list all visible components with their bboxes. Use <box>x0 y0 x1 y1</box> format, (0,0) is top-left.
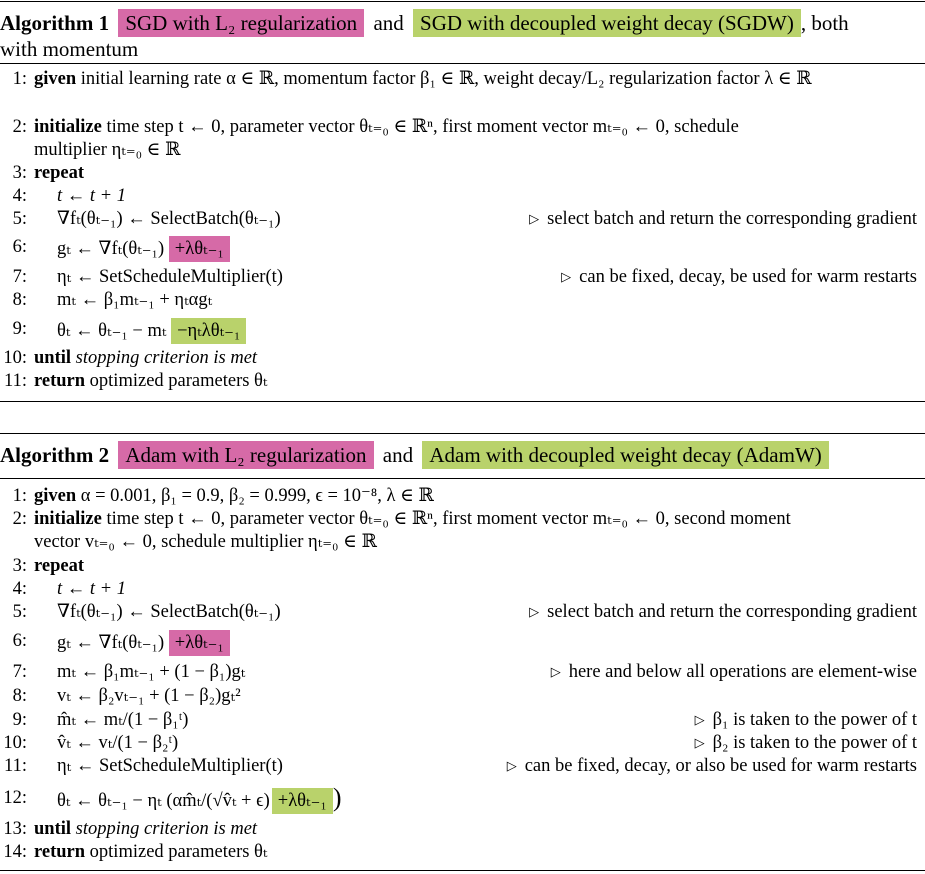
triangle-right-icon: ▷ <box>694 712 705 727</box>
line-text: ∇fₜ(θₜ₋₁) ← SelectBatch(θₜ₋₁) <box>57 209 281 229</box>
line-text: mₜ ← β₁mₜ₋₁ + ηₜαgₜ <box>57 290 213 310</box>
keyword: initialize <box>34 117 102 137</box>
line-text: m̂ₜ ← mₜ/(1 − β₁ᵗ) <box>57 710 189 730</box>
keyword: initialize <box>34 509 102 529</box>
line-text: gₜ ← ∇fₜ(θₜ₋₁) <box>57 239 165 259</box>
line-number: 14: <box>3 842 27 862</box>
algo2-top-rule <box>0 433 925 434</box>
line-text: t ← t + 1 <box>57 579 127 599</box>
triangle-right-icon: ▷ <box>529 211 540 226</box>
algo1-bottom-rule <box>0 401 925 402</box>
line-text: θₜ ← θₜ₋₁ − mₜ <box>57 321 167 341</box>
line-comment: ▷ select batch and return the corresponding gradient <box>529 209 917 229</box>
line-number: 9: <box>12 710 27 730</box>
keyword: repeat <box>34 556 84 576</box>
line-text: stopping criterion is met <box>75 348 258 368</box>
line-text: optimized parameters θₜ <box>89 371 268 391</box>
weight-decay-highlight: −ηₜλθₜ₋₁ <box>171 318 246 344</box>
line-number: 11: <box>4 756 27 776</box>
line-number: 5: <box>12 602 27 622</box>
line-comment: ▷ here and below all operations are element-wise <box>550 662 917 682</box>
line-text: ∇fₜ(θₜ₋₁) ← SelectBatch(θₜ₋₁) <box>57 602 281 622</box>
line-text: multiplier ηₜ₌₀ ∈ ℝ <box>34 140 181 160</box>
keyword: until <box>34 819 72 839</box>
triangle-right-icon: ▷ <box>561 269 572 284</box>
triangle-right-icon: ▷ <box>506 758 517 773</box>
line-number: 2: <box>12 509 27 529</box>
line-text: ηₜ ← SetScheduleMultiplier(t) <box>57 267 283 287</box>
algo2-caption <box>0 441 829 469</box>
triangle-right-icon: ▷ <box>550 664 561 679</box>
line-text: vₜ ← β₂vₜ₋₁ + (1 − β₂)gₜ² <box>57 686 241 706</box>
algo1-caption-line2: with momentum <box>0 37 139 61</box>
line-number: 4: <box>12 579 27 599</box>
line-number: 6: <box>12 631 27 651</box>
line-number: 3: <box>12 163 27 183</box>
line-number: 4: <box>12 186 27 206</box>
algo1-caption-rule <box>0 63 925 64</box>
triangle-right-icon: ▷ <box>694 735 705 750</box>
line-text: vector vₜ₌₀ ← 0, schedule multiplier ηₜ₌₀ ∈ ℝ <box>34 532 377 552</box>
line-text: α = 0.001, β₁ = 0.9, β₂ = 0.999, ϵ = 10⁻⁸, λ ∈ ℝ <box>80 486 434 506</box>
algo2-title-decoupled: Adam with decoupled weight decay (AdamW) <box>422 441 828 469</box>
weight-decay-highlight: +λθₜ₋₁ <box>272 788 333 814</box>
line-text: time step t ← 0, parameter vector θₜ₌₀ ∈ ℝⁿ, first moment vector mₜ₌₀ ← 0, second moment <box>106 509 791 529</box>
line-text: time step t ← 0, parameter vector θₜ₌₀ ∈ ℝⁿ, first moment vector mₜ₌₀ ← 0, schedule <box>106 117 739 137</box>
line-text: ηₜ ← SetScheduleMultiplier(t) <box>57 756 283 776</box>
line-number: 1: <box>12 69 27 89</box>
line-comment: ▷ select batch and return the corresponding gradient <box>529 602 917 622</box>
line-text: stopping criterion is met <box>75 819 258 839</box>
algo2-title-l2: Adam with L₂ regularization <box>118 441 373 469</box>
line-number: 12: <box>3 788 27 808</box>
line-text: v̂ₜ ← vₜ/(1 − β₂ᵗ) <box>57 733 179 753</box>
line-number: 10: <box>3 733 27 753</box>
line-number: 9: <box>12 319 27 339</box>
algo1-title-tail: , both <box>800 11 849 35</box>
keyword: until <box>34 348 72 368</box>
line-comment: ▷ β₁ is taken to the power of t <box>694 710 917 730</box>
line-number: 8: <box>12 290 27 310</box>
algo2-caption-rule <box>0 478 925 479</box>
l2-term-highlight: +λθₜ₋₁ <box>169 236 230 262</box>
line-number: 6: <box>12 237 27 257</box>
keyword: given <box>34 69 77 89</box>
triangle-right-icon: ▷ <box>529 604 540 619</box>
line-number: 2: <box>12 117 27 137</box>
algo1-title-l2: SGD with L₂ regularization <box>118 9 364 37</box>
algo1-title-decoupled: SGD with decoupled weight decay (SGDW) <box>413 9 801 37</box>
line-number: 5: <box>12 209 27 229</box>
line-number: 1: <box>12 486 27 506</box>
keyword: return <box>34 842 86 862</box>
line-number: 7: <box>12 662 27 682</box>
keyword: given <box>34 486 77 506</box>
keyword: repeat <box>34 163 84 183</box>
algo2-bottom-rule <box>0 870 925 871</box>
closing-paren: ) <box>332 783 342 812</box>
line-number: 11: <box>4 371 27 391</box>
line-text: optimized parameters θₜ <box>89 842 268 862</box>
line-text: θₜ ← θₜ₋₁ − ηₜ (αm̂ₜ/(√v̂ₜ + ϵ) <box>57 791 270 811</box>
algo1-and: and <box>373 11 404 35</box>
line-number: 7: <box>12 267 27 287</box>
line-text: gₜ ← ∇fₜ(θₜ₋₁) <box>57 633 165 653</box>
algo1-caption <box>0 9 849 37</box>
algo2-and: and <box>382 443 414 467</box>
keyword: return <box>34 371 86 391</box>
algo2-label: Algorithm 2 <box>0 443 110 467</box>
line-text: initial learning rate α ∈ ℝ, momentum factor β₁ ∈ ℝ, weight decay/L₂ regularization factor λ ∈ ℝ <box>80 69 812 89</box>
algo1-top-rule <box>0 1 925 2</box>
algo1-label: Algorithm 1 <box>0 11 110 35</box>
line-number: 13: <box>3 819 27 839</box>
line-comment: ▷ can be fixed, decay, be used for warm restarts <box>561 267 917 287</box>
line-text: t ← t + 1 <box>57 186 127 206</box>
line-comment: ▷ β₂ is taken to the power of t <box>694 733 917 753</box>
line-number: 10: <box>3 348 27 368</box>
line-number: 8: <box>12 686 27 706</box>
line-number: 3: <box>12 556 27 576</box>
l2-term-highlight: +λθₜ₋₁ <box>169 630 230 656</box>
line-comment: ▷ can be fixed, decay, or also be used for warm restarts <box>506 756 917 776</box>
line-text: mₜ ← β₁mₜ₋₁ + (1 − β₁)gₜ <box>57 662 246 682</box>
